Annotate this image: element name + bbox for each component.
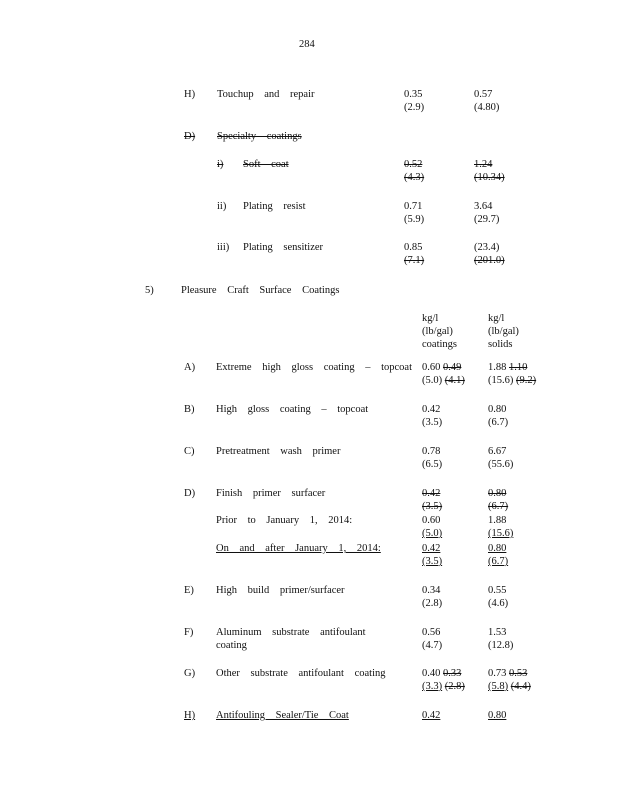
new-value: 0.60 xyxy=(422,362,441,373)
solids-value: 6.67 xyxy=(488,446,507,457)
row-letter: D) xyxy=(184,488,196,499)
coatings-value-lbgal: (7.1) xyxy=(404,255,425,266)
old-value: 0.49 xyxy=(443,362,462,373)
old-value: (2.8) xyxy=(444,681,465,692)
coatings-value-old: 0.42 xyxy=(422,488,441,499)
solids-value-old: 0.80 xyxy=(488,488,507,499)
row-label: Other substrate antifoulant coating xyxy=(216,668,386,679)
coatings-value: 0.34 xyxy=(422,585,441,596)
coatings-value: 0.42 xyxy=(422,710,441,721)
prior-coatings-value: 0.60 xyxy=(422,515,441,526)
row-label: Plating sensitizer xyxy=(243,242,324,253)
solids-value-lbgal-old: (6.7) xyxy=(488,501,509,512)
coatings-value-lbgal: (6.5) xyxy=(422,459,443,470)
solids-value xyxy=(488,667,527,680)
section-number: 5) xyxy=(145,285,154,296)
row-letter: A) xyxy=(184,362,196,373)
prior-solids-value: 1.88 xyxy=(488,515,507,526)
new-value: (5.0) xyxy=(422,375,443,386)
solids-unit-lb: (lb/gal) xyxy=(488,326,519,337)
prior-solids-value-lbgal: (15.6) xyxy=(488,528,514,539)
after-label: On and after January 1, 2014: xyxy=(216,543,381,554)
row-label: High build primer/surfacer xyxy=(216,585,345,596)
old-value: (4.1) xyxy=(444,375,465,386)
solids-value-lbgal: (55.6) xyxy=(488,459,514,470)
solids-value-lbgal: (201.0) xyxy=(474,255,505,266)
new-value: (5.8) xyxy=(488,681,509,692)
row-letter: B) xyxy=(184,404,195,415)
solids-value xyxy=(488,361,527,374)
row-letter: F) xyxy=(184,627,194,638)
after-coatings-value-lbgal: (3.5) xyxy=(422,556,443,567)
prior-label: Prior to January 1, 2014: xyxy=(216,515,353,526)
row-label: High gloss coating – topcoat xyxy=(216,404,369,415)
row-label: Extreme high gloss coating – topcoat xyxy=(216,362,413,373)
row-roman: iii) xyxy=(217,242,230,253)
solids-value: (23.4) xyxy=(474,242,500,253)
row-label: Touchup and repair xyxy=(217,89,315,100)
solids-value: 1.53 xyxy=(488,627,507,638)
coatings-value: 0.42 xyxy=(422,404,441,415)
row-label-line2: coating xyxy=(216,640,247,651)
row-letter: D) xyxy=(184,131,196,142)
coatings-value xyxy=(422,667,461,680)
coatings-value-lbgal xyxy=(422,680,465,693)
prior-coatings-value-lbgal: (5.0) xyxy=(422,528,443,539)
row-label: Plating resist xyxy=(243,201,306,212)
solids-value: 0.80 xyxy=(488,710,507,721)
coatings-value-lbgal: (4.7) xyxy=(422,640,443,651)
solids-value: 1.24 xyxy=(474,159,493,170)
row-label: Pretreatment wash primer xyxy=(216,446,341,457)
new-value: (3.3) xyxy=(422,681,443,692)
solids-value-lbgal: (29.7) xyxy=(474,214,500,225)
row-letter: G) xyxy=(184,668,196,679)
coatings-value: 0.35 xyxy=(404,89,423,100)
coatings-value-lbgal: (2.8) xyxy=(422,598,443,609)
solids-unit-label: solids xyxy=(488,339,513,350)
new-value: 1.88 xyxy=(488,362,507,373)
old-value: 0.53 xyxy=(509,668,528,679)
row-label: Antifouling Sealer/Tie Coat xyxy=(216,710,349,721)
row-label: Aluminum substrate antifoulant xyxy=(216,627,366,638)
row-label: Specialty coatings xyxy=(217,131,302,142)
after-solids-value: 0.80 xyxy=(488,543,507,554)
solids-value: 3.64 xyxy=(474,201,493,212)
solids-value: 0.57 xyxy=(474,89,493,100)
solids-unit-kg: kg/l xyxy=(488,313,505,324)
new-value: 0.73 xyxy=(488,668,507,679)
coatings-unit-label: coatings xyxy=(422,339,457,350)
solids-value: 0.55 xyxy=(488,585,507,596)
solids-value-lbgal xyxy=(488,680,531,693)
row-letter: H) xyxy=(184,89,196,100)
coatings-value: 0.85 xyxy=(404,242,423,253)
coatings-value: 0.56 xyxy=(422,627,441,638)
new-value: 0.40 xyxy=(422,668,441,679)
solids-value-lbgal: (10.34) xyxy=(474,172,505,183)
solids-value-lbgal: (4.6) xyxy=(488,598,509,609)
coatings-value-lbgal: (5.9) xyxy=(404,214,425,225)
coatings-value-lbgal: (2.9) xyxy=(404,102,425,113)
solids-value-lbgal: (12.8) xyxy=(488,640,514,651)
page-number: 284 xyxy=(299,39,315,50)
after-solids-value-lbgal: (6.7) xyxy=(488,556,509,567)
section-title: Pleasure Craft Surface Coatings xyxy=(181,285,340,296)
solids-value-lbgal: (4.80) xyxy=(474,102,500,113)
row-letter: C) xyxy=(184,446,195,457)
coatings-value-lbgal: (3.5) xyxy=(422,417,443,428)
old-value: (9.2) xyxy=(516,375,537,386)
coatings-value-lbgal xyxy=(422,374,465,387)
old-value: 0.33 xyxy=(443,668,462,679)
after-coatings-value: 0.42 xyxy=(422,543,441,554)
old-value: (4.4) xyxy=(510,681,531,692)
row-letter: H) xyxy=(184,710,196,721)
coatings-value-lbgal: (4.3) xyxy=(404,172,425,183)
solids-value-lbgal xyxy=(488,374,536,387)
coatings-value: 0.71 xyxy=(404,201,423,212)
row-roman: ii) xyxy=(217,201,227,212)
solids-value: 0.80 xyxy=(488,404,507,415)
coatings-value: 0.78 xyxy=(422,446,441,457)
new-value: (15.6) xyxy=(488,375,514,386)
coatings-unit-kg: kg/l xyxy=(422,313,439,324)
row-roman: i) xyxy=(217,159,224,170)
row-label: Finish primer surfacer xyxy=(216,488,326,499)
coatings-value-lbgal-old: (3.5) xyxy=(422,501,443,512)
solids-value-lbgal: (6.7) xyxy=(488,417,509,428)
coatings-unit-lb: (lb/gal) xyxy=(422,326,453,337)
row-label: Soft coat xyxy=(243,159,289,170)
coatings-value xyxy=(422,361,461,374)
old-value: 1.10 xyxy=(509,362,528,373)
row-letter: E) xyxy=(184,585,194,596)
coatings-value: 0.52 xyxy=(404,159,423,170)
